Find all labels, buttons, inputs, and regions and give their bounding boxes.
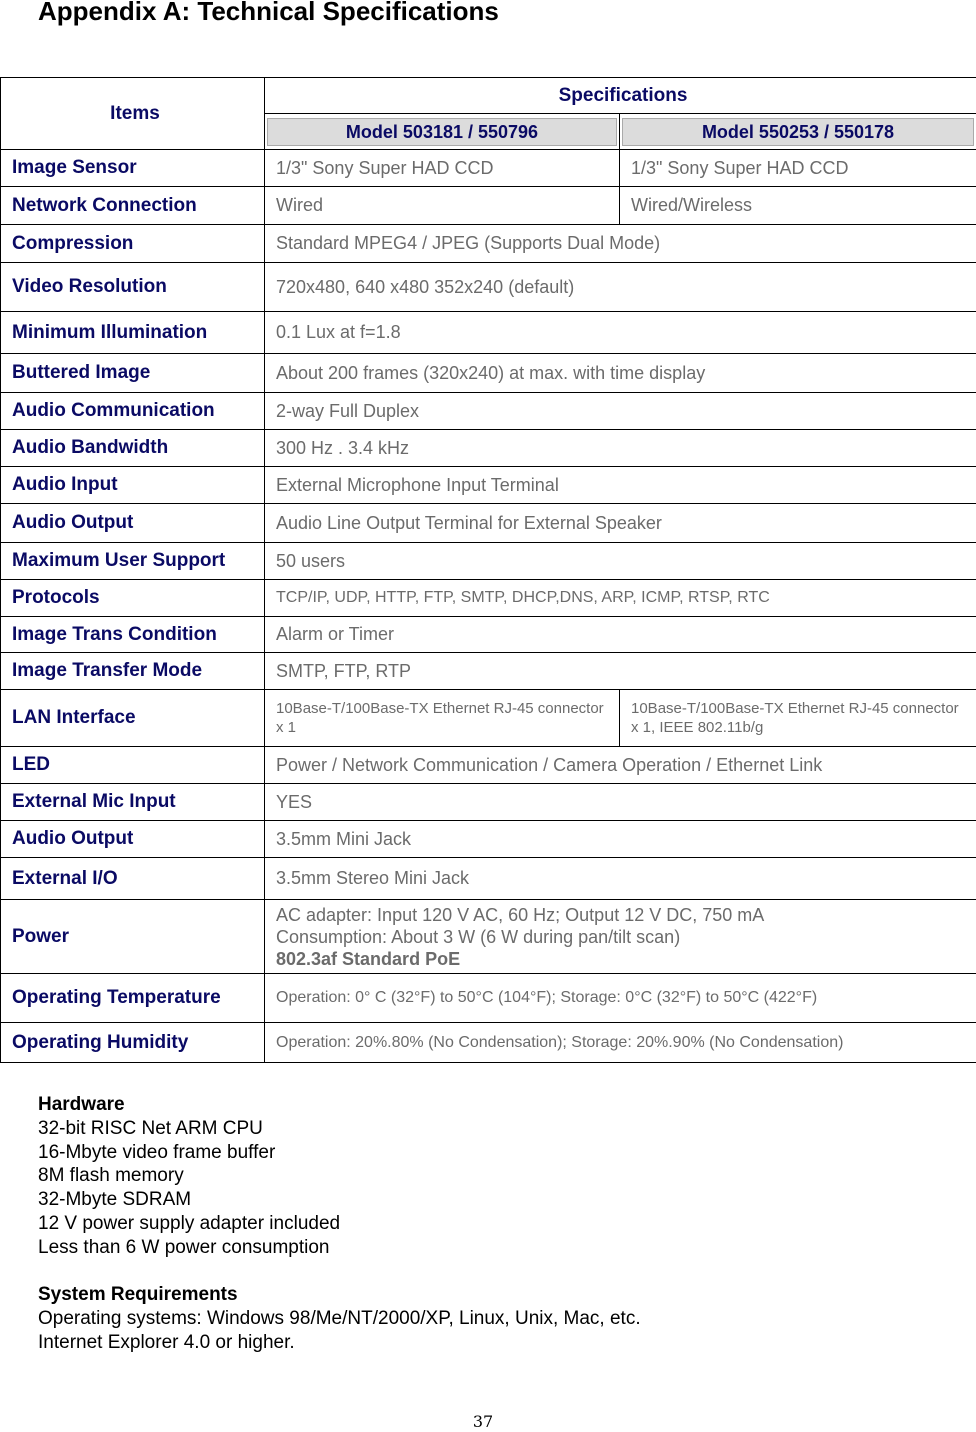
page-number: 37: [472, 1412, 494, 1431]
row-label: External Mic Input: [1, 784, 265, 821]
hardware-line: 12 V power supply adapter included: [38, 1212, 341, 1234]
row-value: External Microphone Input Terminal: [265, 467, 976, 504]
row-value: Audio Line Output Terminal for External Speaker: [265, 504, 976, 543]
specifications-header: Specifications: [265, 78, 976, 114]
hardware-line: 8M flash memory: [38, 1165, 184, 1187]
row-label: Network Connection: [1, 187, 265, 225]
row-label: Video Resolution: [1, 263, 265, 312]
hardware-line: 32-Mbyte SDRAM: [38, 1189, 192, 1211]
row-value: Power / Network Communication / Camera Operation / Ethernet Link: [265, 747, 976, 784]
row-label: Image Transfer Mode: [1, 653, 265, 690]
table-header-row: [1, 78, 976, 114]
table-row: [1, 393, 976, 430]
table-row: [1, 617, 976, 653]
table-row: [1, 580, 976, 617]
table-row: [1, 900, 976, 974]
row-value: Operation: 0° C (32°F) to 50°C (104°F); Storage: 0°C (32°F) to 50°C (422°F): [265, 974, 976, 1023]
row-value: 50 users: [265, 543, 976, 580]
row-value: Standard MPEG4 / JPEG (Supports Dual Mode): [265, 225, 976, 263]
hardware-heading: Hardware: [38, 1094, 125, 1115]
row-value: About 200 frames (320x240) at max. with time display: [265, 354, 976, 393]
row-label: Image Trans Condition: [1, 617, 265, 653]
row-value-model-a: 1/3" Sony Super HAD CCD: [265, 150, 620, 187]
row-label: Power: [1, 900, 265, 974]
row-value: 3.5mm Stereo Mini Jack: [265, 858, 976, 900]
row-value-model-a: Wired: [265, 187, 620, 225]
table-row: [1, 543, 976, 580]
system-requirements-heading: System Requirements: [38, 1284, 238, 1306]
hardware-line: Less than 6 W power consumption: [38, 1236, 330, 1258]
row-label: Audio Bandwidth: [1, 430, 265, 467]
table-row: [1, 312, 976, 354]
table-row: [1, 263, 976, 312]
row-value: Alarm or Timer: [265, 617, 976, 653]
table-row: [1, 858, 976, 900]
row-value: 2-way Full Duplex: [265, 393, 976, 430]
table-row: [1, 653, 976, 690]
row-value: Operation: 20%.80% (No Condensation); Storage: 20%.90% (No Condensation): [265, 1023, 976, 1063]
table-row: [1, 747, 976, 784]
page-title: Appendix A: Technical Specifications: [38, 0, 499, 26]
model-a-header: Model 503181 / 550796: [267, 118, 617, 146]
system-requirements-line: Operating systems: Windows 98/Me/NT/2000/XP, Linux, Unix, Mac, etc.: [38, 1308, 641, 1330]
row-value: TCP/IP, UDP, HTTP, FTP, SMTP, DHCP,DNS, ARP, ICMP, RTSP, RTC: [265, 580, 976, 617]
table-row: [1, 504, 976, 543]
hardware-line: 32-bit RISC Net ARM CPU: [38, 1117, 263, 1139]
power-poe-line: 802.3af Standard PoE: [276, 948, 461, 969]
row-value: [265, 900, 976, 974]
spec-table: [0, 77, 976, 1063]
row-label: Audio Output: [1, 821, 265, 858]
row-value-model-b: 10Base-T/100Base-TX Ethernet RJ-45 connector x 1, IEEE 802.11b/g: [620, 690, 976, 747]
row-value-model-a: 10Base-T/100Base-TX Ethernet RJ-45 connector x 1: [265, 690, 620, 747]
notes-section: [38, 1093, 641, 1355]
row-label: Image Sensor: [1, 150, 265, 187]
table-row: [1, 430, 976, 467]
table-row: [1, 690, 976, 747]
row-label: Maximum User Support: [1, 543, 265, 580]
power-consumption-line: Consumption: About 3 W (6 W during pan/tilt scan): [276, 926, 681, 947]
row-label: Buttered Image: [1, 354, 265, 393]
table-row: [1, 974, 976, 1023]
row-label: Compression: [1, 225, 265, 263]
row-value-model-b: 1/3" Sony Super HAD CCD: [620, 150, 976, 187]
table-row: [1, 354, 976, 393]
row-value: 3.5mm Mini Jack: [265, 821, 976, 858]
row-value: SMTP, FTP, RTP: [265, 653, 976, 690]
table-row: [1, 150, 976, 187]
row-label: Audio Output: [1, 504, 265, 543]
row-label: Audio Communication: [1, 393, 265, 430]
row-label: Audio Input: [1, 467, 265, 504]
table-row: [1, 187, 976, 225]
row-value-model-b: Wired/Wireless: [620, 187, 976, 225]
model-b-header: Model 550253 / 550178: [622, 118, 974, 146]
row-label: Protocols: [1, 580, 265, 617]
system-requirements-line: Internet Explorer 4.0 or higher.: [38, 1331, 295, 1353]
row-label: Operating Temperature: [1, 974, 265, 1023]
row-value: YES: [265, 784, 976, 821]
row-value: 0.1 Lux at f=1.8: [265, 312, 976, 354]
table-row: [1, 821, 976, 858]
table-row: [1, 467, 976, 504]
power-input-line: AC adapter: Input 120 V AC, 60 Hz; Output 12 V DC, 750 mA: [276, 904, 765, 925]
row-label: LED: [1, 747, 265, 784]
row-label: LAN Interface: [1, 690, 265, 747]
items-header: Items: [1, 78, 265, 150]
table-row: [1, 784, 976, 821]
table-row: [1, 1023, 976, 1063]
row-label: Minimum Illumination: [1, 312, 265, 354]
row-label: Operating Humidity: [1, 1023, 265, 1063]
row-label: External I/O: [1, 858, 265, 900]
row-value: 720x480, 640 x480 352x240 (default): [265, 263, 976, 312]
table-row: [1, 225, 976, 263]
hardware-line: 16-Mbyte video frame buffer: [38, 1141, 276, 1163]
row-value: 300 Hz . 3.4 kHz: [265, 430, 976, 467]
